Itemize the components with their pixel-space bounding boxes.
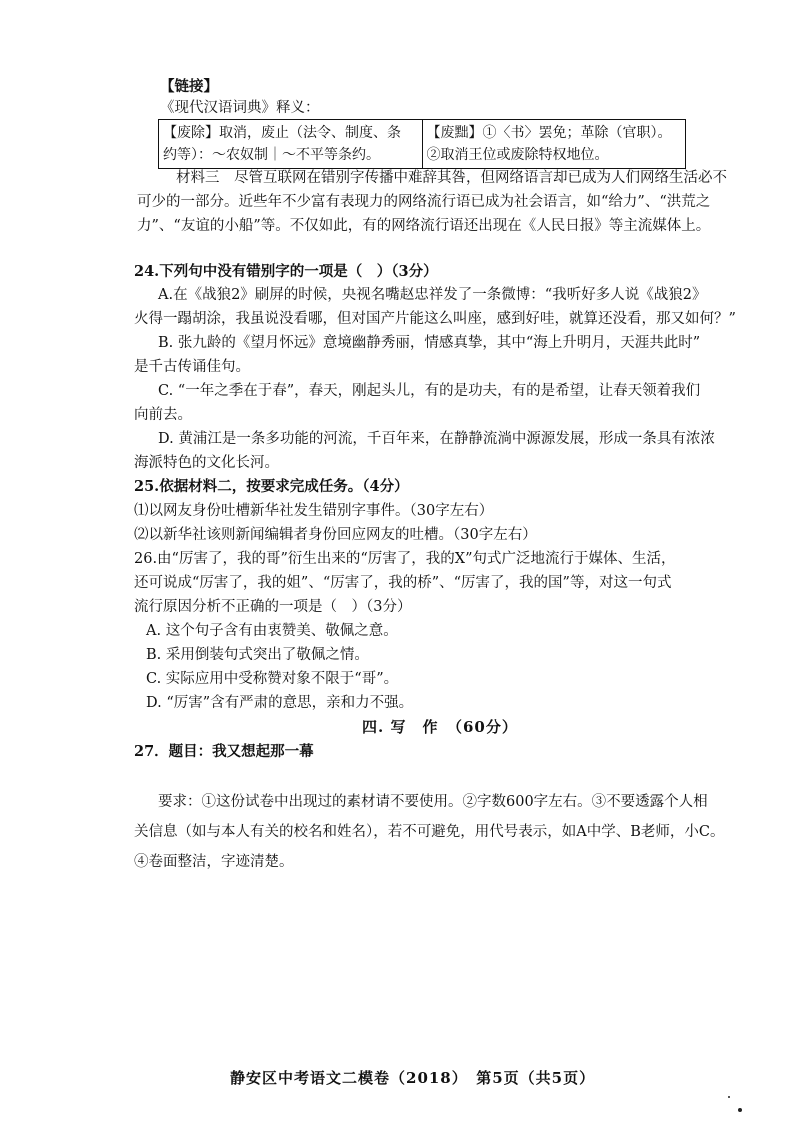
dict-entry-line: 【废黜】①〈书〉罢免；革除（官职）。 <box>426 125 672 141</box>
material3-line: 力”、“友谊的小船”等。不仅如此，有的网络流行语还出现在《人民日报》等主流媒体上。 <box>137 218 711 234</box>
q27-requirement: ④卷面整洁，字迹清楚。 <box>134 854 294 870</box>
page-footer: 静安区中考语文二模卷（2018） 第5页（共5页） <box>230 1069 596 1087</box>
q27-requirement: 要求：①这份试卷中出现过的素材请不要使用。②字数600字左右。③不要透露个人相 <box>158 794 708 810</box>
dict-entry-line: 约等）：～农奴制｜～不平等条约。 <box>163 147 380 163</box>
question-26-stem: 还可说成“厉害了，我的姐”、“厉害了，我的桥”、“厉害了，我的国”等，对这一句式 <box>134 575 672 591</box>
link-heading: 【链接】 <box>160 78 218 95</box>
q24-option-c: C. “一年之季在于春”，春天，刚起头儿，有的是功夫，有的是希望，让春天领着我们 <box>158 383 701 399</box>
scan-speck <box>738 1108 742 1112</box>
dictionary-table <box>158 119 686 169</box>
q24-option-d: D. 黄浦江是一条多功能的河流，千百年来，在静静流淌中源源发展，形成一条具有浓浓 <box>158 431 715 447</box>
dict-entry-line: ②取消王位或废除特权地位。 <box>426 147 609 163</box>
question-24-stem: 24.下列句中没有错别字的一项是（ ）（3分） <box>134 263 438 280</box>
dict-entry-feichu2 <box>422 120 686 169</box>
dict-entry-line: 【废除】取消，废止（法令、制度、条 <box>163 125 401 141</box>
material3-line: 材料三 尽管互联网在错别字传播中难辞其咎，但网络语言却已成为人们网络生活必不 <box>176 170 727 186</box>
dict-entry-feichu <box>159 120 423 169</box>
q27-requirement: 关信息（如与本人有关的校名和姓名），若不可避免，用代号表示，如A中学、B老师，小C。 <box>134 824 725 840</box>
material3-line: 可少的一部分。近些年不少富有表现力的网络流行语已成为社会语言，如“给力”、“洪荒之 <box>137 194 711 210</box>
section-title-writing: 四. 写 作 （60分） <box>362 718 518 736</box>
q25-item: ⑴以网友身份吐槽新华社发生错别字事件。（30字左右） <box>134 503 494 519</box>
q24-option-c: 向前去。 <box>134 407 192 423</box>
q25-item: ⑵以新华社该则新闻编辑者身份回应网友的吐槽。（30字左右） <box>134 527 537 543</box>
q26-option-d: D. “厉害”含有严肃的意思，亲和力不强。 <box>146 695 414 711</box>
q26-option-c: C. 实际应用中受称赞对象不限于“哥”。 <box>146 671 399 687</box>
question-26-stem: 流行原因分析不正确的一项是（ ）（3分） <box>134 599 412 615</box>
dictionary-intro: 《现代汉语词典》释义： <box>160 100 320 116</box>
question-26-stem: 26.由“厉害了，我的哥”衍生出来的“厉害了，我的X”句式广泛地流行于媒体、生活， <box>134 551 676 567</box>
q26-option-a: A. 这个句子含有由衷赞美、敬佩之意。 <box>146 623 398 639</box>
q24-option-b: 是千古传诵佳句。 <box>134 359 250 375</box>
q24-option-a: A.在《战狼2》刷屏的时候，央视名嘴赵忠祥发了一条微博：“我听好多人说《战狼2》 <box>158 287 707 303</box>
q24-option-b: B. 张九龄的《望月怀远》意境幽静秀丽，情感真挚，其中“海上升明月，天涯共此时” <box>158 335 701 351</box>
q24-option-d: 海派特色的文化长河。 <box>134 455 279 471</box>
question-25-stem: 25.依据材料二，按要求完成任务。（4分） <box>134 478 409 495</box>
q26-option-b: B. 采用倒装句式突出了敬佩之情。 <box>146 647 369 663</box>
scan-speck <box>728 1096 730 1098</box>
q24-option-a: 火得一蹋胡涂，我虽说没看哪，但对国产片能这么叫座，感到好哇，就算还没看，那又如何？” <box>134 311 736 327</box>
question-27-title: 27．题目：我又想起那一幕 <box>134 743 314 760</box>
